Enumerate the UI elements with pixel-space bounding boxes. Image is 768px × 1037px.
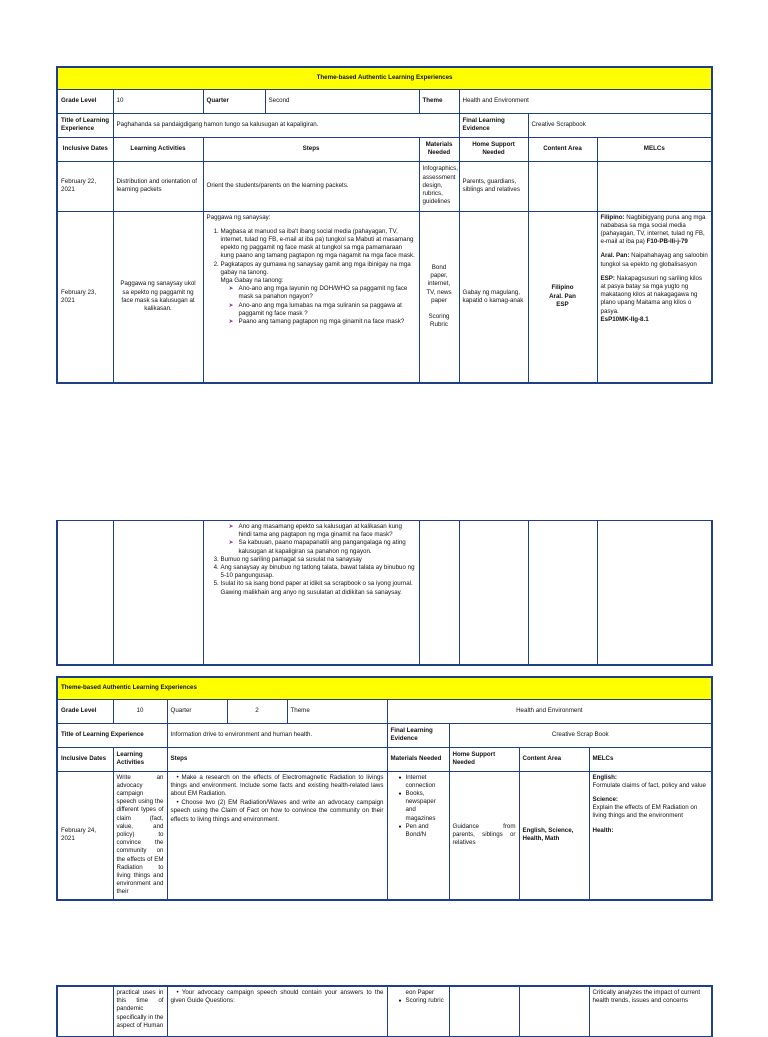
theme-value: Health and Environment — [459, 89, 712, 113]
melcs-cell — [597, 161, 712, 211]
step-item: • Choose two (2) EM Radiation/Waves and write an advocacy campaign speech using the Claim of Fact on how to convince the community on their effects to living things and environment. — [170, 799, 384, 823]
melc-text: Explain the effects of EM Radiation on living things and the environment — [592, 804, 698, 820]
materials-cell — [387, 986, 449, 1036]
learning-plan-table-2-continued — [56, 985, 711, 1037]
content-area-cell: Filipino Aral. Pan ESP — [528, 211, 597, 383]
materials-cell — [387, 771, 449, 900]
table-banner: Theme-based Authentic Learning Experiences — [57, 677, 712, 699]
melc-label: Health: — [592, 826, 614, 834]
grade-level-value: 10 — [113, 89, 203, 113]
home-support-cell: Parents, guardians, siblings and relatives — [459, 161, 528, 211]
melcs-cell — [597, 211, 712, 383]
step-text: Pagkatapos ay gumawa ng sanaysay gamit ang mga ibinigay na mga gabay na tanong. — [220, 260, 411, 276]
date-cell: February 22, 2021 — [57, 161, 113, 211]
materials-text: Bond paper, internet, TV, news paper — [426, 264, 452, 304]
quarter-value: 2 — [227, 699, 287, 723]
final-evidence-value: Creative Scrapbook — [528, 113, 712, 137]
header-steps: Steps — [203, 137, 419, 161]
table-banner: Theme-based Authentic Learning Experiences — [57, 67, 712, 89]
final-evidence-label: Final Learning Evidence — [387, 723, 449, 747]
header-melcs: MELCs — [597, 137, 712, 161]
grade-level-value: 10 — [113, 699, 167, 723]
title-value: Information drive to environment and human health. — [167, 723, 387, 747]
home-support-cell — [449, 986, 519, 1036]
date-cell — [57, 521, 113, 665]
step-text: Gawing malikhain ang anyo ng susulatan at didikitan sa sanaysay. — [220, 588, 402, 596]
step-item: • Your advocacy campaign speech should contain your answers to the given Guide Questions: — [170, 989, 384, 1005]
header-content-area: Content Area — [528, 137, 597, 161]
table-row — [57, 211, 712, 383]
content-area-cell — [528, 161, 597, 211]
date-cell — [57, 986, 113, 1036]
home-support-cell: Guidance from parents, siblings or relatives — [449, 771, 519, 900]
home-support-cell: Gabay ng magulang, kapatid o kamag-anak — [459, 211, 528, 383]
theme-label: Theme — [287, 699, 387, 723]
materials-cell — [419, 211, 459, 383]
step-text: Isulat ito sa isang bond paper at idikit sa scrapbook o sa iyong journal. — [220, 580, 413, 588]
table-row — [57, 771, 712, 900]
activity-cell: Write an advocacy campaign speech using the different types of claim (fact, value, and policy) to convince the community on the effects of EM Radiation to living things and environment and their — [113, 771, 167, 900]
content-area-cell — [528, 521, 597, 665]
melc-text: Formulate claims of fact, policy and value — [592, 781, 706, 789]
quarter-label: Quarter — [203, 89, 265, 113]
melc-label: English: — [592, 773, 617, 781]
theme-label: Theme — [419, 89, 459, 113]
step-item: 4. Ang sanaysay ay binubuo ng tatlong talata, bawat talata ay binubuo ng 5-10 pangungusap. — [221, 564, 416, 580]
header-dates: Inclusive Dates — [57, 137, 113, 161]
guide-question: ➤ Ano ang masamang epekto sa kalusugan at kalikasan kung hindi tama ang pagtapon ng mga ginamit na face mask? — [231, 523, 416, 539]
step-item: 1. Magbasa at manuod sa iba't ibang social media (pahayagan, TV, internet, tulad ng FB, e-mail at iba pa) tungkol sa Mabuti at masamang epekto ng paggamit ng face mask at tungkol sa mga pamamaraan kung paano ang tamang pagtapon ng mga nagamit na mga face mask. — [221, 228, 416, 261]
table-row — [57, 161, 712, 211]
title-value: Paghahanda sa pandaigdigang hamon tungo sa kalusugan at kapaligiran. — [113, 113, 459, 137]
guide-questions-title: Mga Gabay na tanong: — [220, 276, 284, 284]
melc-text: Nakapagsusuri ng sariling kilos at pasya batay sa mga yugto ng makataong kilos at nakagagawa ng plano upang Maitama ang kilos o pasya. — [600, 274, 702, 315]
content-area-cell — [519, 986, 589, 1036]
learning-plan-table-1-continued — [56, 520, 711, 666]
scoring-rubric-text: Scoring Rubric — [428, 313, 450, 329]
steps-cell — [203, 521, 419, 665]
activity-cell — [113, 521, 203, 665]
learning-plan-table-1 — [56, 66, 711, 384]
guide-question: ➤ Sa kabuuan, paano mapapanatili ang pangangalaga ng ating kalusugan at kapaligiran sa panahon ng ngayon. — [231, 539, 416, 555]
steps-cell — [203, 211, 419, 383]
melc-text: Nagbibigyang puna ang mga nababasa sa mga social media (pahayagan, TV, internet, tulad ng FB, e-mail at iba pa) — [600, 213, 706, 246]
date-cell: February 23, 2021 — [57, 211, 113, 383]
steps-cell: Orient the students/parents on the learning packets. — [203, 161, 419, 211]
steps-cell — [167, 986, 387, 1036]
guide-question: ➤ Ano-ano ang mga lumabas na mga suliranin sa paggawa at paggamit ng face mask ? — [231, 302, 416, 318]
steps-cell — [167, 771, 387, 900]
header-activities: Learning Activities — [113, 747, 167, 771]
theme-value: Health and Environment — [387, 699, 712, 723]
melcs-cell: Critically analyzes the impact of current health trends, issues and concerns — [589, 986, 712, 1036]
guide-question: ➤ Ano-ano ang mga layunin ng DOH/WHO sa paggamit ng face mask sa panahon ngayon? — [231, 285, 416, 301]
melc-code: EsP10MK-IIg-8.1 — [600, 315, 649, 323]
grade-level-label: Grade Level — [57, 89, 113, 113]
step-text: Your advocacy campaign speech should contain your answers to the given Guide Questions: — [170, 989, 384, 1005]
header-dates: Inclusive Dates — [57, 747, 113, 771]
step-item: • Make a research on the effects of Electromagnetic Radiation to livings things and environment. Include some facts and existing health-related laws about EM Radiation. — [170, 773, 384, 797]
melc-label: ESP: — [600, 274, 615, 282]
material-item: ● Scoring rubric — [399, 997, 446, 1005]
title-label: Title of Learning Experience — [57, 113, 113, 137]
home-support-cell — [459, 521, 528, 665]
final-evidence-label: Final Learning Evidence — [459, 113, 528, 137]
melc-label: Filipino: — [600, 213, 625, 221]
melc-label: Science: — [592, 795, 618, 803]
activity-cell: Paggawa ng sanaysay ukol sa epekto ng paggamit ng face mask sa kalusugan at kalikasan. — [113, 211, 203, 383]
quarter-value: Second — [265, 89, 419, 113]
melcs-cell — [597, 521, 712, 665]
material-item: ● Internet connection — [399, 774, 446, 790]
header-materials: Materials Needed — [419, 137, 459, 161]
melcs-cell — [589, 771, 712, 900]
step-item — [221, 261, 416, 327]
step-item: 3. Bumuo ng sariling pamagat sa susulat na sanaysay — [221, 556, 416, 564]
material-item: ● Pen and Bond/N — [399, 823, 446, 839]
material-item: eon Paper — [405, 989, 435, 996]
steps-title: Paggawa ng sanaysay: — [206, 213, 271, 221]
header-materials: Materials Needed — [387, 747, 449, 771]
header-melcs: MELCs — [589, 747, 712, 771]
final-evidence-value: Creative Scrap Book — [449, 723, 712, 747]
step-item — [221, 580, 416, 596]
header-home-support: Home Support Needed — [449, 747, 519, 771]
table-row — [57, 521, 712, 665]
step-text: Choose two (2) EM Radiation/Waves and write an advocacy campaign speech using the Claim of Fact on how to convince the community on their effects to living things and environment. — [170, 799, 384, 823]
materials-cell — [419, 521, 459, 665]
guide-question: ➤ Paano ang tamang pagtapon ng mga ginamit na face mask? — [231, 318, 416, 326]
materials-cell: Infographics, assessment design, rubrics, guidelines — [419, 161, 459, 211]
header-content-area: Content Area — [519, 747, 589, 771]
title-label: Title of Learning Experience — [57, 723, 167, 747]
header-steps: Steps — [167, 747, 387, 771]
learning-plan-table-2 — [56, 676, 711, 901]
table-row — [57, 986, 712, 1036]
material-item: ● Books, newspaper and magazines — [399, 790, 446, 823]
melc-text: Naipahahayag ang saloobin tungkol sa epekto ng globalisasyon — [600, 252, 708, 268]
melc-label: Aral. Pan: — [600, 252, 630, 260]
activity-cell: practical uses in this time of pandemic specifically in the aspect of Human — [113, 986, 167, 1036]
step-text: Make a research on the effects of Electromagnetic Radiation to livings things and environment. Include some facts and existing health-related laws about EM Radiation. — [170, 773, 384, 797]
activity-cell: Distribution and orientation of learning packets — [113, 161, 203, 211]
header-home-support: Home Support Needed — [459, 137, 528, 161]
date-cell: February 24, 2021 — [57, 771, 113, 900]
melc-code: F10-PB-IIi-j-79 — [646, 238, 688, 246]
content-area-cell: English, Science, Health, Math — [519, 771, 589, 900]
header-activities: Learning Activities — [113, 137, 203, 161]
quarter-label: Quarter — [167, 699, 227, 723]
grade-level-label: Grade Level — [57, 699, 113, 723]
